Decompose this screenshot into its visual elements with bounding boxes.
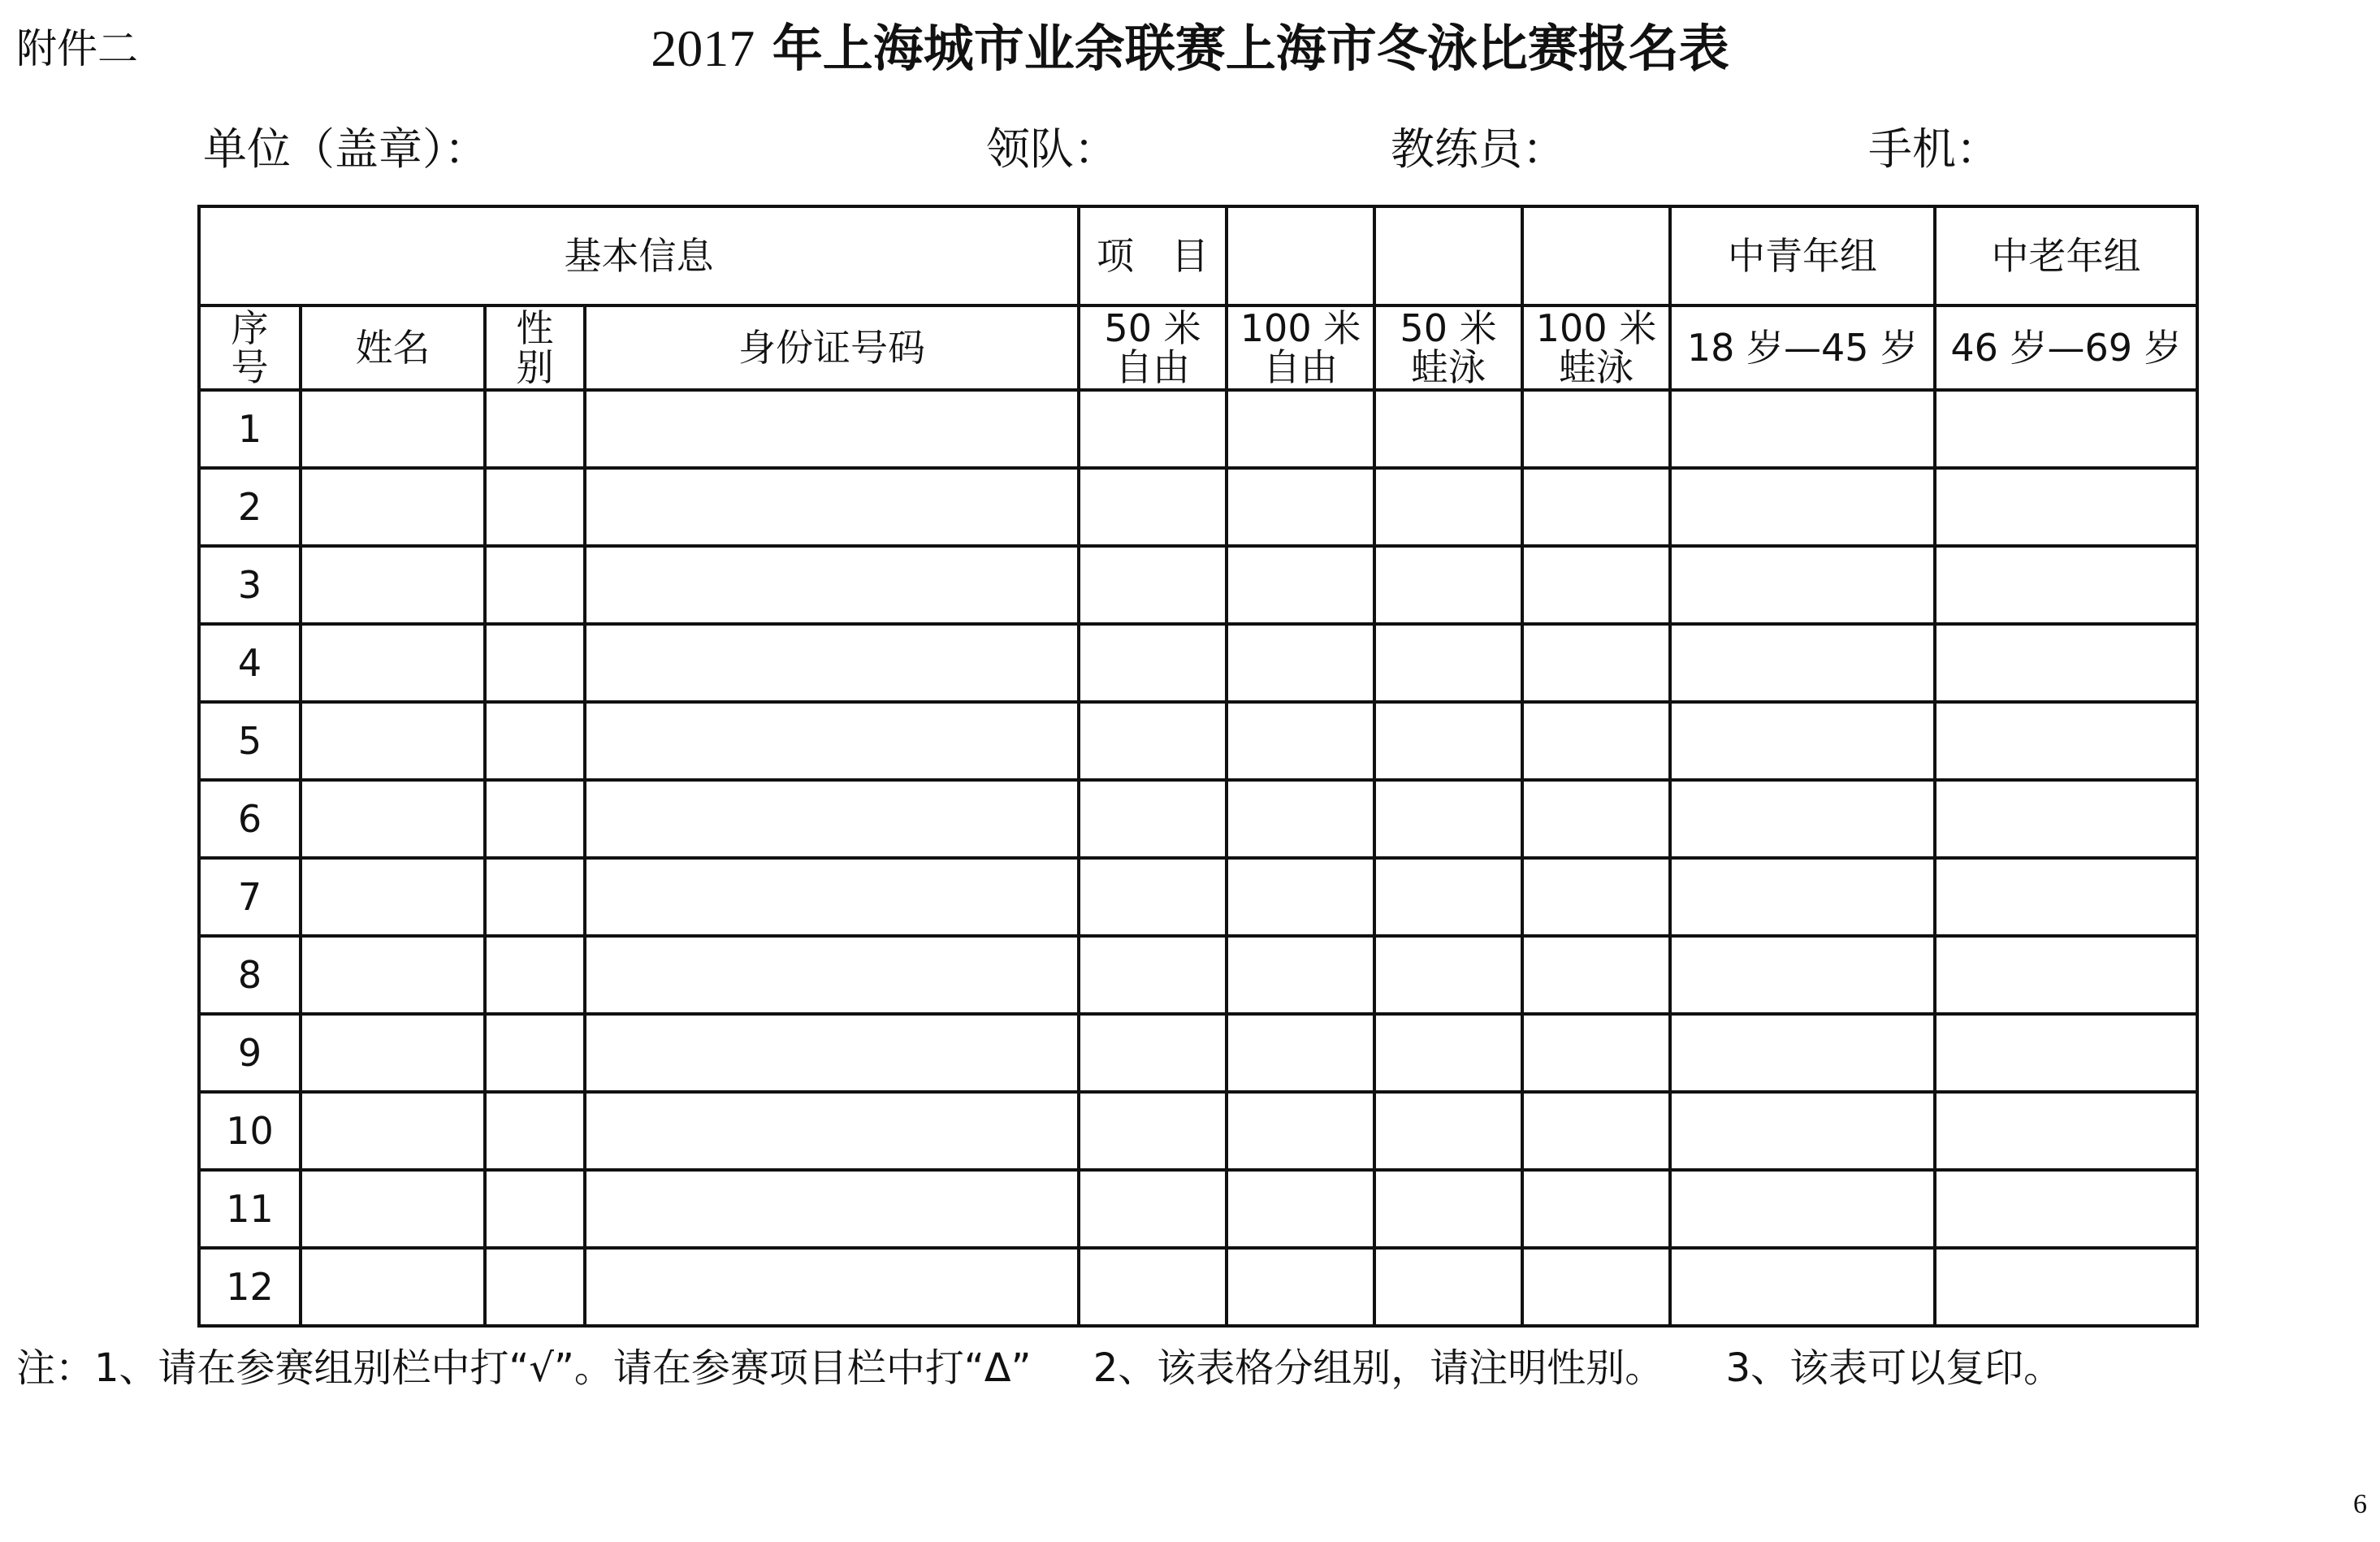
elder-group-header: 中老年组 (1935, 206, 2197, 305)
gender-cell[interactable] (485, 936, 585, 1014)
event-stroke: 自由 (1262, 344, 1338, 389)
id-number-cell[interactable] (585, 546, 1079, 624)
event-50m-freestyle-cell[interactable] (1079, 1248, 1227, 1326)
event-100m-breaststroke-cell[interactable] (1522, 1170, 1670, 1248)
id-number-cell[interactable] (585, 1092, 1079, 1170)
gender-cell[interactable] (485, 468, 585, 546)
event-100m-breaststroke-cell[interactable] (1522, 702, 1670, 780)
event-50m-freestyle-cell[interactable] (1079, 546, 1227, 624)
row-number: 2 (199, 468, 301, 546)
event-100m-freestyle-cell[interactable] (1227, 858, 1374, 936)
event-100m-breaststroke-cell[interactable] (1522, 624, 1670, 702)
name-cell[interactable] (301, 390, 485, 468)
leader-field-label: 领队： (986, 123, 1118, 175)
name-cell[interactable] (301, 1248, 485, 1326)
event-50m-breaststroke-cell[interactable] (1374, 1248, 1522, 1326)
gender-cell[interactable] (485, 390, 585, 468)
event-100m-freestyle-cell[interactable] (1227, 624, 1374, 702)
event-100m-breaststroke-cell[interactable] (1522, 858, 1670, 936)
page-number: 6 (2353, 1489, 2367, 1519)
unit-field-label: 单位（盖章）： (203, 123, 488, 175)
table-row (199, 702, 2197, 780)
id-number-header: 身份证号码 (585, 305, 1079, 390)
id-number-cell[interactable] (585, 858, 1079, 936)
name-cell[interactable] (301, 546, 485, 624)
id-number-cell[interactable] (585, 390, 1079, 468)
basic-info-header: 基本信息 (199, 206, 1079, 305)
seq-header-line-2: 号 (231, 344, 269, 389)
table-row (199, 390, 2197, 468)
event-50m-breaststroke-cell[interactable] (1374, 936, 1522, 1014)
table-row (199, 468, 2197, 546)
youth-group-cell[interactable] (1670, 1170, 1935, 1248)
event-50m-breaststroke-header (1374, 305, 1522, 390)
event-100m-freestyle-cell[interactable] (1227, 1092, 1374, 1170)
elder-group-cell[interactable] (1935, 702, 2197, 780)
youth-group-cell[interactable] (1670, 468, 1935, 546)
name-cell[interactable] (301, 858, 485, 936)
elder-group-cell[interactable] (1935, 858, 2197, 936)
youth-group-header: 中青年组 (1670, 206, 1935, 305)
event-50m-freestyle-cell[interactable] (1079, 858, 1227, 936)
table-row (199, 1092, 2197, 1170)
event-50m-freestyle-cell[interactable] (1079, 468, 1227, 546)
event-100m-freestyle-cell[interactable] (1227, 390, 1374, 468)
row-number: 11 (199, 1170, 301, 1248)
event-50m-breaststroke-cell[interactable] (1374, 858, 1522, 936)
name-cell[interactable] (301, 1014, 485, 1092)
event-100m-breaststroke-cell[interactable] (1522, 1014, 1670, 1092)
name-cell[interactable] (301, 1092, 485, 1170)
id-number-cell[interactable] (585, 780, 1079, 858)
coach-field-label: 教练员： (1391, 123, 1566, 175)
youth-group-cell[interactable] (1670, 780, 1935, 858)
event-50m-breaststroke-cell[interactable] (1374, 1014, 1522, 1092)
gender-cell[interactable] (485, 702, 585, 780)
elder-group-cell[interactable] (1935, 1092, 2197, 1170)
gender-cell[interactable] (485, 780, 585, 858)
gender-header (485, 305, 585, 390)
event-50m-freestyle-cell[interactable] (1079, 1092, 1227, 1170)
event-blank-header-2 (1374, 206, 1522, 305)
phone-field-label: 手机： (1868, 123, 2000, 175)
event-50m-breaststroke-cell[interactable] (1374, 702, 1522, 780)
elder-group-cell[interactable] (1935, 546, 2197, 624)
event-100m-freestyle-header (1227, 305, 1374, 390)
header-row-sub (199, 305, 2197, 390)
youth-age-range-header: 18 岁—45 岁 (1670, 305, 1935, 390)
row-number: 8 (199, 936, 301, 1014)
elder-group-cell[interactable] (1935, 390, 2197, 468)
name-cell[interactable] (301, 468, 485, 546)
event-distance: 100 米 (1535, 305, 1657, 350)
table-row (199, 936, 2197, 1014)
form-title (0, 18, 2380, 80)
elder-group-cell[interactable] (1935, 1248, 2197, 1326)
event-100m-freestyle-cell[interactable] (1227, 702, 1374, 780)
id-number-cell[interactable] (585, 1170, 1079, 1248)
row-number: 7 (199, 858, 301, 936)
event-100m-freestyle-cell[interactable] (1227, 1170, 1374, 1248)
table-row (199, 858, 2197, 936)
event-distance: 100 米 (1240, 305, 1361, 350)
event-50m-freestyle-cell[interactable] (1079, 1014, 1227, 1092)
event-stroke: 蛙泳 (1411, 344, 1486, 389)
name-header: 姓名 (301, 305, 485, 390)
header-row-top (199, 206, 2197, 305)
youth-group-cell[interactable] (1670, 1014, 1935, 1092)
event-100m-breaststroke-cell[interactable] (1522, 390, 1670, 468)
row-number: 12 (199, 1248, 301, 1326)
name-cell[interactable] (301, 780, 485, 858)
gender-cell[interactable] (485, 1014, 585, 1092)
seq-header (199, 305, 301, 390)
event-100m-breaststroke-cell[interactable] (1522, 936, 1670, 1014)
id-number-cell[interactable] (585, 936, 1079, 1014)
event-100m-breaststroke-cell[interactable] (1522, 546, 1670, 624)
elder-group-cell[interactable] (1935, 1014, 2197, 1092)
table-row (199, 1248, 2197, 1326)
elder-group-cell[interactable] (1935, 624, 2197, 702)
name-cell[interactable] (301, 936, 485, 1014)
event-100m-freestyle-cell[interactable] (1227, 1248, 1374, 1326)
id-number-cell[interactable] (585, 468, 1079, 546)
title-text: 年上海城市业余联赛上海市冬泳比赛报名表 (755, 19, 1729, 78)
row-number: 3 (199, 546, 301, 624)
event-stroke: 蛙泳 (1558, 344, 1634, 389)
event-50m-breaststroke-cell[interactable] (1374, 468, 1522, 546)
event-100m-freestyle-cell[interactable] (1227, 936, 1374, 1014)
row-number: 4 (199, 624, 301, 702)
table-row (199, 546, 2197, 624)
registration-table (197, 205, 2199, 1328)
id-number-cell[interactable] (585, 624, 1079, 702)
row-number: 10 (199, 1092, 301, 1170)
youth-group-cell[interactable] (1670, 936, 1935, 1014)
event-50m-freestyle-cell[interactable] (1079, 702, 1227, 780)
gender-cell[interactable] (485, 1092, 585, 1170)
event-100m-freestyle-cell[interactable] (1227, 780, 1374, 858)
attachment-label: 附件二 (16, 25, 138, 72)
elder-group-cell[interactable] (1935, 780, 2197, 858)
gender-header-line-2: 别 (516, 344, 554, 389)
event-50m-breaststroke-cell[interactable] (1374, 390, 1522, 468)
youth-group-cell[interactable] (1670, 546, 1935, 624)
event-50m-freestyle-header (1079, 305, 1227, 390)
gender-header-line-1: 性 (516, 305, 554, 350)
id-number-cell[interactable] (585, 1248, 1079, 1326)
event-50m-breaststroke-cell[interactable] (1374, 780, 1522, 858)
event-50m-breaststroke-cell[interactable] (1374, 546, 1522, 624)
table-row (199, 780, 2197, 858)
event-50m-freestyle-cell[interactable] (1079, 780, 1227, 858)
event-header-label: 项 目 (1097, 234, 1209, 278)
event-distance: 50 米 (1400, 305, 1497, 350)
table-row (199, 624, 2197, 702)
event-header (1079, 206, 1227, 305)
event-50m-freestyle-cell[interactable] (1079, 936, 1227, 1014)
title-year: 2017 (651, 19, 755, 77)
id-number-cell[interactable] (585, 1014, 1079, 1092)
table-row (199, 1014, 2197, 1092)
footnote: 注：1、请在参赛组别栏中打“√”。请在参赛项目栏中打“Δ” 2、该表格分组别，请注明性别。 3、该表可以复印。 (16, 1345, 2063, 1391)
youth-group-cell[interactable] (1670, 1248, 1935, 1326)
row-number: 9 (199, 1014, 301, 1092)
event-50m-breaststroke-cell[interactable] (1374, 1170, 1522, 1248)
event-blank-header-1 (1227, 206, 1374, 305)
youth-group-cell[interactable] (1670, 624, 1935, 702)
name-cell[interactable] (301, 1170, 485, 1248)
youth-group-cell[interactable] (1670, 390, 1935, 468)
event-50m-freestyle-cell[interactable] (1079, 624, 1227, 702)
event-50m-breaststroke-cell[interactable] (1374, 624, 1522, 702)
event-100m-breaststroke-cell[interactable] (1522, 468, 1670, 546)
id-number-cell[interactable] (585, 702, 1079, 780)
event-100m-breaststroke-cell[interactable] (1522, 780, 1670, 858)
event-100m-breaststroke-header (1522, 305, 1670, 390)
table-row (199, 1170, 2197, 1248)
gender-cell[interactable] (485, 1248, 585, 1326)
elder-age-range-header: 46 岁—69 岁 (1935, 305, 2197, 390)
youth-group-cell[interactable] (1670, 702, 1935, 780)
name-cell[interactable] (301, 702, 485, 780)
event-50m-breaststroke-cell[interactable] (1374, 1092, 1522, 1170)
gender-cell[interactable] (485, 858, 585, 936)
elder-group-cell[interactable] (1935, 936, 2197, 1014)
gender-cell[interactable] (485, 546, 585, 624)
row-number: 5 (199, 702, 301, 780)
event-100m-breaststroke-cell[interactable] (1522, 1092, 1670, 1170)
elder-group-cell[interactable] (1935, 1170, 2197, 1248)
event-50m-freestyle-cell[interactable] (1079, 1170, 1227, 1248)
row-number: 6 (199, 780, 301, 858)
gender-cell[interactable] (485, 1170, 585, 1248)
elder-group-cell[interactable] (1935, 468, 2197, 546)
row-number: 1 (199, 390, 301, 468)
gender-cell[interactable] (485, 624, 585, 702)
event-100m-freestyle-cell[interactable] (1227, 1014, 1374, 1092)
name-cell[interactable] (301, 624, 485, 702)
event-blank-header-3 (1522, 206, 1670, 305)
youth-group-cell[interactable] (1670, 858, 1935, 936)
event-100m-breaststroke-cell[interactable] (1522, 1248, 1670, 1326)
event-distance: 50 米 (1104, 305, 1201, 350)
event-50m-freestyle-cell[interactable] (1079, 390, 1227, 468)
event-stroke: 自由 (1115, 344, 1190, 389)
event-100m-freestyle-cell[interactable] (1227, 546, 1374, 624)
seq-header-line-1: 序 (231, 305, 269, 350)
youth-group-cell[interactable] (1670, 1092, 1935, 1170)
event-100m-freestyle-cell[interactable] (1227, 468, 1374, 546)
